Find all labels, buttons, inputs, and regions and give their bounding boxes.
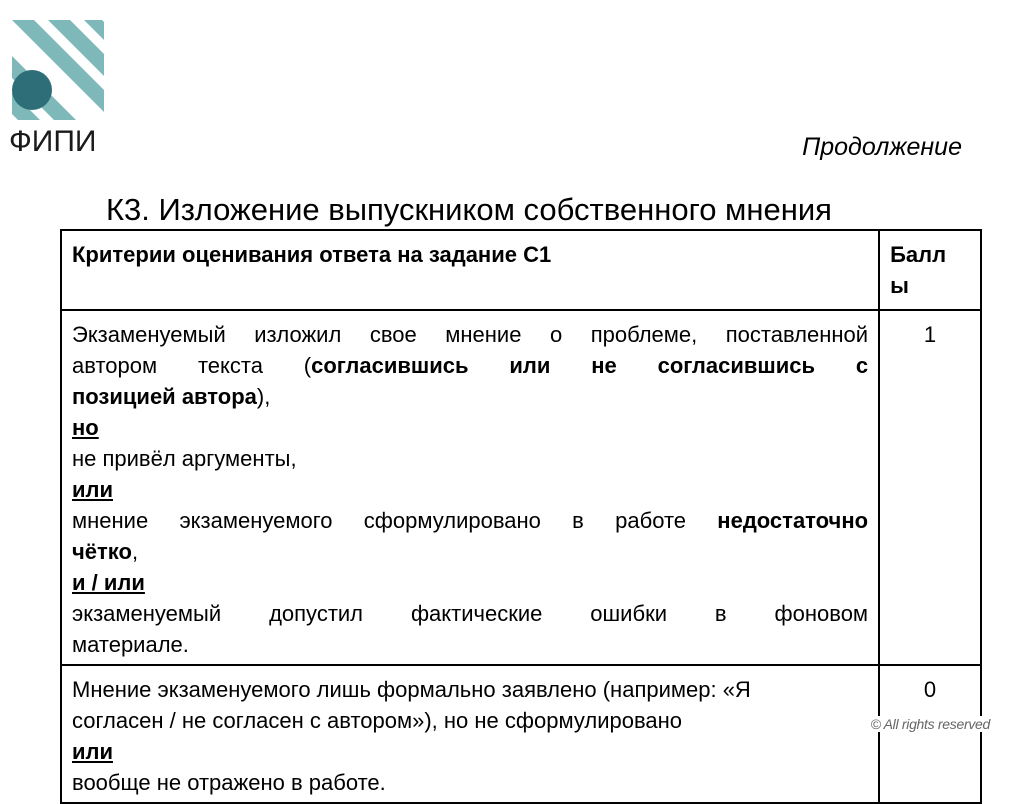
row1-line1: Экзаменуемый изложил свое мнение о проблеме, поставленной [72,322,869,347]
row2-line2: согласен / не согласен с автором»), но не сформулировано [72,708,683,733]
row1-line2-bold: согласившись или не согласившись с [311,353,869,378]
row1-line10: экзаменуемый допустил фактические ошибки в фоновом [72,601,869,626]
fipi-logo-mark [8,20,104,120]
criteria-description [61,310,879,665]
org-name: ФИПИ [9,125,97,158]
copyright-notice: © All rights reserved [870,716,990,732]
row1-line3 [72,381,868,412]
points-value: 0 [879,665,981,803]
criteria-description [61,665,879,803]
table-header-row [61,230,981,310]
row1-line5: не привёл аргументы, [72,446,297,471]
criteria-table [60,229,982,804]
row1-line7-text: мнение экзаменуемого сформулировано в работе [72,508,687,533]
header-points [879,230,981,310]
conjunction-but: но [72,415,99,440]
row2-line1: Мнение экзаменуемого лишь формально заявлено (например: «Я [72,677,751,702]
points-value: 1 [879,310,981,665]
row1-line11: материале. [72,632,189,657]
row1-line2 [72,350,868,381]
row1-line7-bold: недостаточно [717,508,869,533]
conjunction-and-or: и / или [72,570,145,595]
conjunction-or: или [72,739,114,764]
table-row [61,665,981,803]
row1-line3-bold: позицией автора [72,384,257,409]
row2-line4: вообще не отражено в работе. [72,770,386,795]
row1-line3-text: ), [256,384,271,409]
row1-line8-bold: чётко [72,539,132,564]
continuation-label: Продолжение [802,133,962,161]
header-criteria: Критерии оценивания ответа на задание С1 [61,230,879,310]
table-row [61,310,981,665]
conjunction-or: или [72,477,114,502]
page-title: К3. Изложение выпускником собственного мнения [106,192,832,227]
header-points-line1: Балл [890,242,947,267]
row1-line8-text: , [131,539,139,564]
row1-line7 [72,505,868,536]
row1-line8 [72,536,868,567]
row1-line2-text: автором текста ( [72,353,312,378]
header-points-line2: ы [890,273,909,298]
